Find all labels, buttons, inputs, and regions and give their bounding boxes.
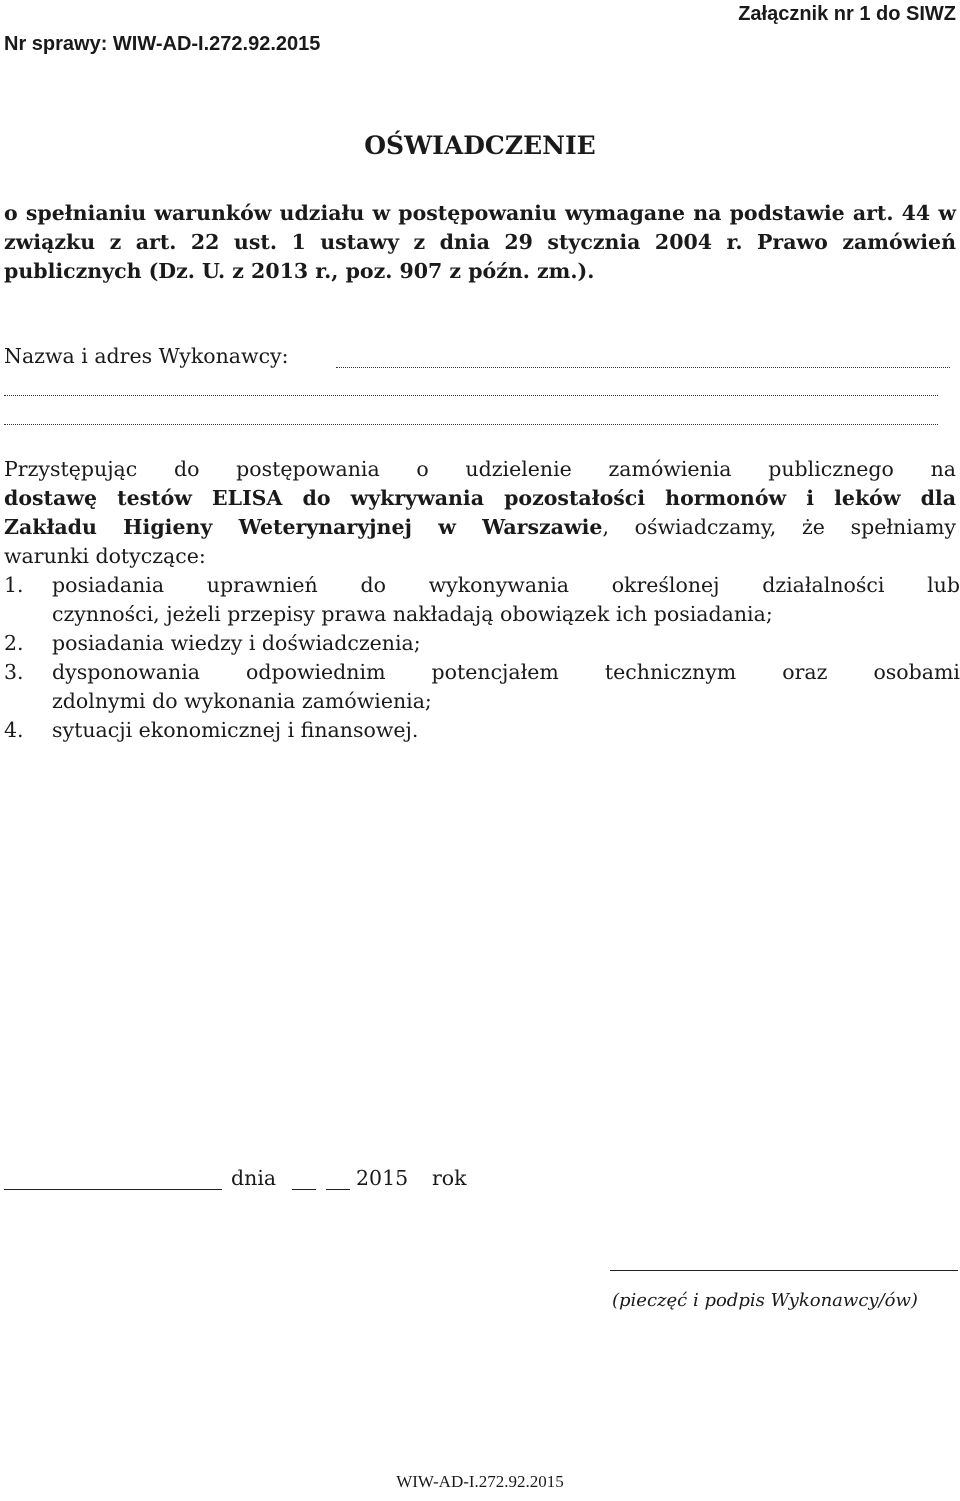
- condition-number: 1.: [4, 573, 24, 597]
- condition-text: dysponowania odpowiednim potencjałem technicznym oraz osobami: [52, 660, 960, 684]
- condition-item-2: [4, 629, 960, 658]
- document-subtitle: o spełnianiu warunków udziału w postępowaniu wymagane na podstawie art. 44 w związku z art. 22 ust. 1 ustawy z dnia 29 stycznia 2004 r. Prawo zamówień publicznych (Dz. U. z 2013 r., poz. 907 z późn. zm.).: [4, 201, 956, 283]
- condition-item-4: [4, 716, 960, 745]
- statement-line-3: [4, 513, 956, 542]
- statement-line-3-rest: , oświadczamy, że spełniamy: [602, 515, 956, 539]
- statement-line-4: warunki dotyczące:: [4, 544, 206, 568]
- contractor-field-line-2[interactable]: [4, 395, 938, 396]
- institution-name: Zakładu Higieny Weterynaryjnej w Warszawie: [4, 515, 603, 539]
- contractor-field-line-3[interactable]: [4, 424, 938, 425]
- condition-number: 2.: [4, 631, 24, 655]
- condition-number: 4.: [4, 718, 24, 742]
- condition-item-3: [4, 658, 960, 716]
- date-year: 2015: [356, 1166, 409, 1190]
- condition-text: sytuacji ekonomicznej i finansowej.: [52, 718, 419, 742]
- condition-text-continued: zdolnymi do wykonania zamówienia;: [52, 689, 432, 713]
- condition-number: 3.: [4, 660, 24, 684]
- condition-text: posiadania uprawnień do wykonywania określonej działalności lub: [52, 573, 960, 597]
- footer-reference: WIW-AD-I.272.92.2015: [396, 1472, 564, 1491]
- year-word: rok: [432, 1166, 467, 1190]
- month-field-line[interactable]: [326, 1189, 350, 1190]
- condition-item-1: [4, 571, 960, 629]
- signature-caption: (pieczęć i podpis Wykonawcy/ów): [612, 1290, 918, 1311]
- date-word: dnia: [231, 1166, 277, 1190]
- contractor-label: Nazwa i adres Wykonawcy:: [4, 344, 289, 368]
- signature-field-line[interactable]: [610, 1270, 958, 1271]
- condition-text-continued: czynności, jeżeli przepisy prawa nakładają obowiązek ich posiadania;: [52, 602, 773, 626]
- condition-text: posiadania wiedzy i doświadczenia;: [52, 631, 421, 655]
- case-number: Nr sprawy: WIW-AD-I.272.92.2015: [4, 33, 321, 55]
- contractor-field-line-1[interactable]: [336, 367, 950, 368]
- page-title: OŚWIADCZENIE: [364, 131, 596, 160]
- place-field-line[interactable]: [4, 1189, 222, 1190]
- statement-line-2: dostawę testów ELISA do wykrywania pozostałości hormonów i leków dla: [4, 486, 956, 510]
- day-field-line[interactable]: [292, 1189, 316, 1190]
- statement-line-1: Przystępując do postępowania o udzielenie zamówienia publicznego na: [4, 457, 956, 481]
- attachment-label: Załącznik nr 1 do SIWZ: [738, 3, 956, 25]
